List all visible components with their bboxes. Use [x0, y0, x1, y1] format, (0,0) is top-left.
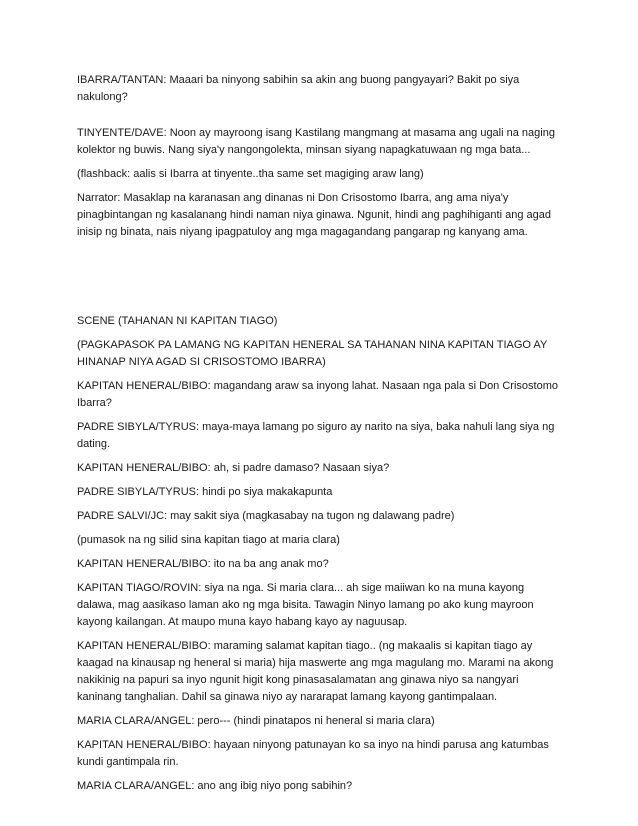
dialogue-line: PADRE SIBYLA/TYRUS: hindi po siya makakapunta: [77, 486, 333, 498]
script-body: [77, 72, 563, 802]
dialogue-line: PADRE SIBYLA/TYRUS: maya-maya lamang po siguro ay narito na siya, baka nahuli lang siya ng dating.: [77, 421, 555, 450]
dialogue-line: PADRE SALVI/JC: may sakit siya (magkasabay na tugon ng dalawang padre): [77, 510, 455, 522]
dialogue-tinyente: TINYENTE/DAVE: Noon ay mayroong isang Kastilang mangmang at masama ang ugali na naging kolektor ng buwis. Nang siya'y nangongolekta, minsan siyang napagkatuwaan ng mga bata...: [77, 127, 555, 156]
dialogue-line: KAPITAN HENERAL/BIBO: hayaan ninyong patunayan ko sa inyo na hindi parusa ang katumbas kundi gantimpala rin.: [77, 739, 549, 768]
dialogue-line: MARIA CLARA/ANGEL: ano ang ibig niyo pong sabihin?: [77, 780, 353, 792]
dialogue-line: KAPITAN TIAGO/ROVIN: siya na nga. Si maria clara... ah sige maiiwan ko na muna kayong dalawa, mag aasikaso laman ako ng mga bisita. Tawagin Ninyo lamang po ako kung mayroon kayong kailangan. At maupo muna kayo habang kayo ay naguusap.: [77, 582, 534, 628]
dialogue-line: MARIA CLARA/ANGEL: pero--- (hindi pinatapos ni heneral si maria clara): [77, 715, 435, 727]
scene-heading: SCENE (TAHANAN NI KAPITAN TIAGO): [77, 315, 278, 327]
stage-direction: (pumasok na ng silid sina kapitan tiago at maria clara): [77, 534, 340, 546]
dialogue-line: KAPITAN HENERAL/BIBO: magandang araw sa inyong lahat. Nasaan nga pala si Don Crisostomo Ibarra?: [77, 380, 558, 409]
stage-direction-entrance: (PAGKAPASOK PA LAMANG NG KAPITAN HENERAL SA TAHANAN NINA KAPITAN TIAGO AY HINANAP NIYA AGAD SI CRISOSTOMO IBARRA): [77, 339, 548, 368]
dialogue-line: KAPITAN HENERAL/BIBO: maraming salamat kapitan tiago.. (ng makaalis si kapitan tiago ay kaagad na kinausap ng heneral si maria) hija maswerte ang mga magulang mo. Marami na akong nakikinig na papuri sa inyo ngunit higit kong pinasasalamatan ang ginawa niyo sa nangyari kaninang tanghalian. Dahil sa ginawa niyo ay nararapat lamang kayong gantimpalaan.: [77, 640, 554, 703]
narrator-line: Narrator: Masaklap na karanasan ang dinanas ni Don Crisostomo Ibarra, ang ama niya'y pinagbintangan ng kasalanang hindi naman niya ginawa. Ngunit, hindi ang paghihiganti ang agad inisip ng binata, nais niyang ipagpatuloy ang mga magagandang pangarap ng kanyang ama.: [77, 192, 551, 238]
stage-direction-flashback: (flashback: aalis si Ibarra at tinyente..tha same set magiging araw lang): [77, 168, 424, 180]
dialogue-ibarra: IBARRA/TANTAN: Maaari ba ninyong sabihin sa akin ang buong pangyayari? Bakit po siya nakulong?: [77, 74, 520, 103]
dialogue-line: KAPITAN HENERAL/BIBO: ah, si padre damaso? Nasaan siya?: [77, 462, 390, 474]
dialogue-line: KAPITAN HENERAL/BIBO: ito na ba ang anak mo?: [77, 558, 329, 570]
